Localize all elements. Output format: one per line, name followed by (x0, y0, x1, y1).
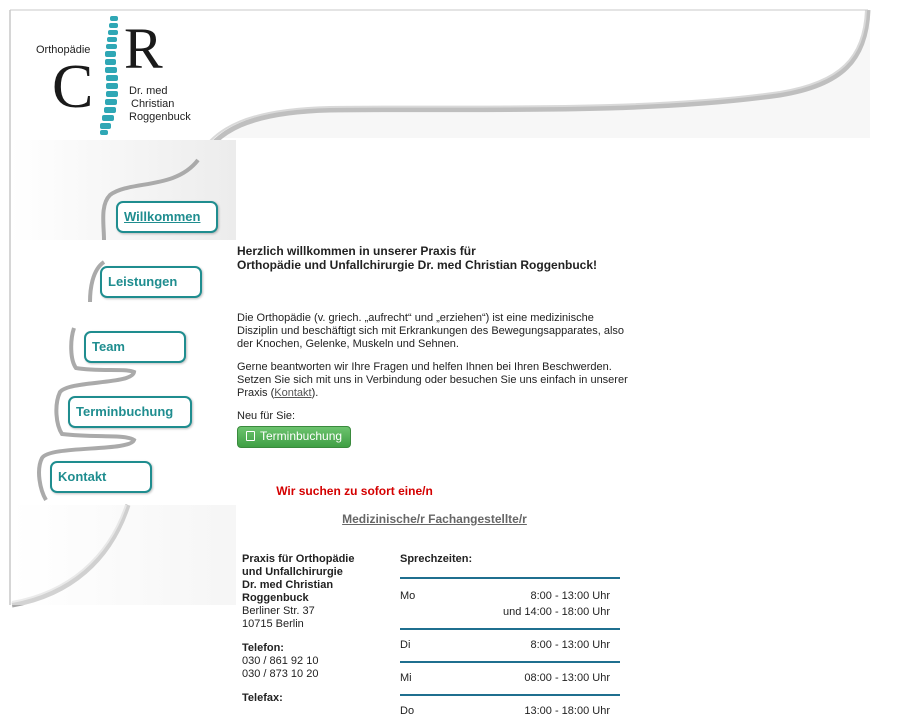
logo-letter-r: R (124, 16, 163, 81)
practice-logo[interactable] (30, 14, 205, 139)
hours-time: 8:00 - 13:00 Uhr (530, 639, 610, 651)
phone-number-2: 030 / 873 10 20 (242, 668, 319, 680)
hours-row (400, 663, 620, 694)
address-line4: Roggenbuck (242, 592, 309, 604)
hours-time: 13:00 - 18:00 Uhr (524, 705, 610, 717)
welcome-line2: Orthopädie und Unfallchirurgie Dr. med Christian Roggenbuck! (237, 258, 598, 272)
logo-name-line2: Christian (131, 98, 175, 110)
logo-orthopaedie-text: Orthopädie (36, 44, 91, 56)
nav-willkommen[interactable]: Willkommen (116, 201, 218, 233)
job-search-text: Wir suchen zu sofort eine/n (276, 484, 433, 498)
nav-kontakt[interactable]: Kontakt (50, 461, 152, 493)
hours-day: Mi (400, 672, 412, 684)
welcome-heading (237, 244, 632, 272)
hours-day: Do (400, 705, 415, 717)
booking-button-label: Terminbuchung (260, 429, 343, 443)
main-content (237, 244, 632, 448)
hours-row (400, 696, 620, 727)
hours-row (400, 630, 620, 661)
welcome-line1: Herzlich willkommen in unserer Praxis für (237, 244, 476, 258)
address-street: Berliner Str. 37 (242, 605, 315, 617)
calendar-check-icon (246, 431, 255, 441)
contact-link[interactable]: Kontakt (274, 387, 312, 399)
address-line3: Dr. med Christian (242, 579, 334, 591)
nav-terminbuchung[interactable]: Terminbuchung (68, 396, 192, 428)
nav-team[interactable]: Team (84, 331, 186, 363)
hours-time: 08:00 - 13:00 Uhr (524, 672, 610, 684)
contact-paragraph-text: Gerne beantworten wir Ihre Fragen und helfen Ihnen bei Ihren Beschwerden. Setzen Sie sich mit uns in Verbindung oder besuchen Sie uns einfach in unserer Praxis ( (237, 361, 628, 399)
logo-name-line1: Dr. med (129, 85, 168, 97)
fax-label: Telefax: (242, 692, 283, 704)
hours-day: Mo (400, 590, 416, 602)
contact-paragraph-end: ). (311, 387, 319, 399)
address-block (242, 553, 392, 705)
opening-hours (400, 553, 620, 727)
spine-icon (96, 14, 122, 136)
booking-button[interactable] (237, 426, 351, 448)
hours-time-afternoon: und 14:00 - 18:00 Uhr (502, 606, 610, 618)
hours-day: Di (400, 639, 411, 651)
contact-paragraph (237, 361, 632, 400)
phone-number-1: 030 / 861 92 10 (242, 655, 319, 667)
hours-title: Sprechzeiten: (400, 553, 473, 565)
intro-paragraph: Die Orthopädie (v. griech. „aufrecht“ und „erziehen“) ist eine medizinische Disziplin und beschäftigt sich mit Erkrankungen des Bewegungsapparates, also der Knochen, Gelenke, Muskeln und Sehnen. (237, 312, 625, 350)
logo-letter-c: C (52, 53, 94, 121)
logo-name-line3: Roggenbuck (129, 111, 191, 123)
new-for-you-label: Neu für Sie: (237, 410, 296, 422)
address-line2: und Unfallchirurgie (242, 566, 343, 578)
address-city: 10715 Berlin (242, 618, 304, 630)
job-offer-link[interactable]: Medizinische/r Fachangestellte/r (342, 512, 527, 526)
hours-row (400, 579, 620, 628)
phone-label: Telefon: (242, 642, 284, 654)
address-line1: Praxis für Orthopädie (242, 553, 355, 565)
job-link-container (237, 510, 632, 528)
hours-time: 8:00 - 13:00 Uhr (530, 590, 610, 602)
nav-leistungen[interactable]: Leistungen (100, 266, 202, 298)
